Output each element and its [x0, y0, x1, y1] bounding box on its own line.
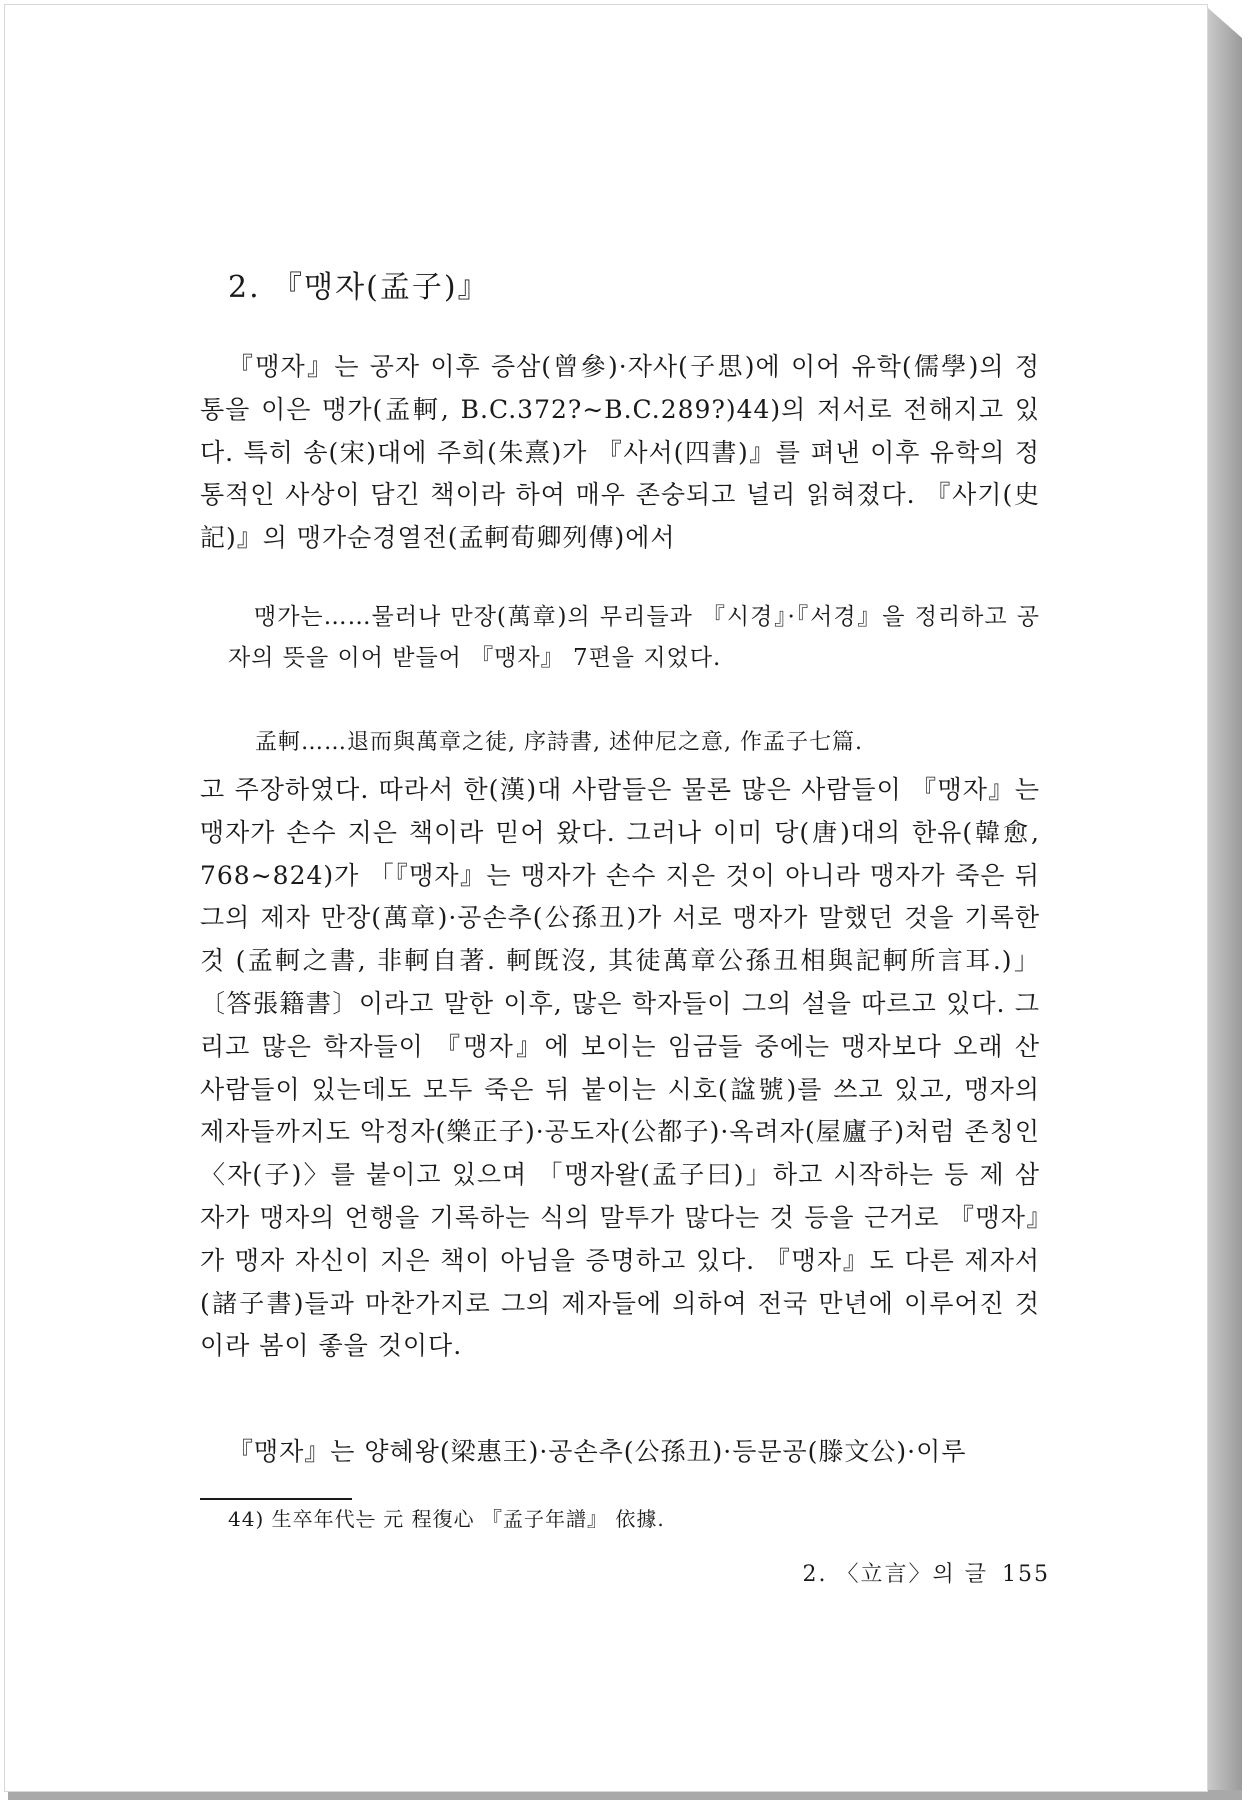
body-paragraph-3: 『맹자』는 양혜왕(梁惠王)·공손추(公孫丑)·등문공(滕文公)·이루 — [228, 1437, 967, 1466]
block-quote-korean: 맹가는……물러나 만장(萬章)의 무리들과 『시경』·『서경』을 정리하고 공자의 뜻을 이어 받들어 『맹자』 7편을 지었다. — [228, 604, 1040, 671]
body-paragraph-1: 『맹자』는 공자 이후 증삼(曾參)·자사(子思)에 이어 유학(儒學)의 정통을 이은 맹가(孟軻, B.C.372?∼B.C.289?)44)의 저서로 전해지고 있다. 특히 송(宋)대에 주희(朱熹)가 『사서(四書)』를 펴낸 이후 유학의 정통적인 사상이 담긴 책이라 하여 매우 존숭되고 널리 읽혀졌다. 『사기(史記)』의 맹가순경열전(孟軻荀卿列傳)에서 — [200, 352, 1040, 553]
section-title: 2. 『맹자(孟子)』 — [228, 270, 490, 305]
block-quote-classical: 孟軻……退而與萬章之徒, 序詩書, 述仲尼之意, 作孟子七篇. — [255, 730, 863, 755]
footnote-44: 44) 生卒年代는 元 程復心 『孟子年譜』 依據. — [228, 1507, 665, 1531]
running-footer — [803, 1557, 1050, 1588]
page-number: 155 — [1002, 1562, 1050, 1587]
body-paragraph-2: 고 주장하였다. 따라서 한(漢)대 사람들은 물론 많은 사람들이 『맹자』는 맹자가 손수 지은 책이라 믿어 왔다. 그러나 이미 당(唐)대의 한유(韓愈, 768∼824)가 「『맹자』는 맹자가 손수 지은 것이 아니라 맹자가 죽은 뒤 그의 제자 만장(萬章)·공손추(公孫丑)가 서로 맹자가 말했던 것을 기록한 것 (孟軻之書, 非軻自著. 軻旣沒, 其徒萬章公孫丑相與記軻所言耳.)」 〔答張籍書〕이라고 말한 이후, 많은 학자들이 그의 설을 따르고 있다. 그리고 많은 학자들이 『맹자』에 보이는 임금들 중에는 맹자보다 오래 산 사람들이 있는데도 모두 죽은 뒤 붙이는 시호(諡號)를 쓰고 있고, 맹자의 제자들까지도 악정자(樂正子)·공도자(公都子)·옥려자(屋廬子)처럼 존칭인 〈자(子)〉를 붙이고 있으며 「맹자왈(孟子曰)」하고 시작하는 등 제 삼자가 맹자의 언행을 기록하는 식의 말투가 많다는 것 등을 근거로 『맹자』가 맹자 자신이 지은 책이 아님을 증명하고 있다. 『맹자』도 다른 제자서(諸子書)들과 마찬가지로 그의 제자들에 의하여 전국 만년에 이루어진 것이라 봄이 좋을 것이다. — [200, 775, 1040, 1361]
footnote-divider — [200, 1498, 352, 1500]
footer-chapter-title: 2. 〈立言〉의 글 — [802, 1562, 988, 1587]
page-edge-shadow — [1208, 8, 1242, 1798]
